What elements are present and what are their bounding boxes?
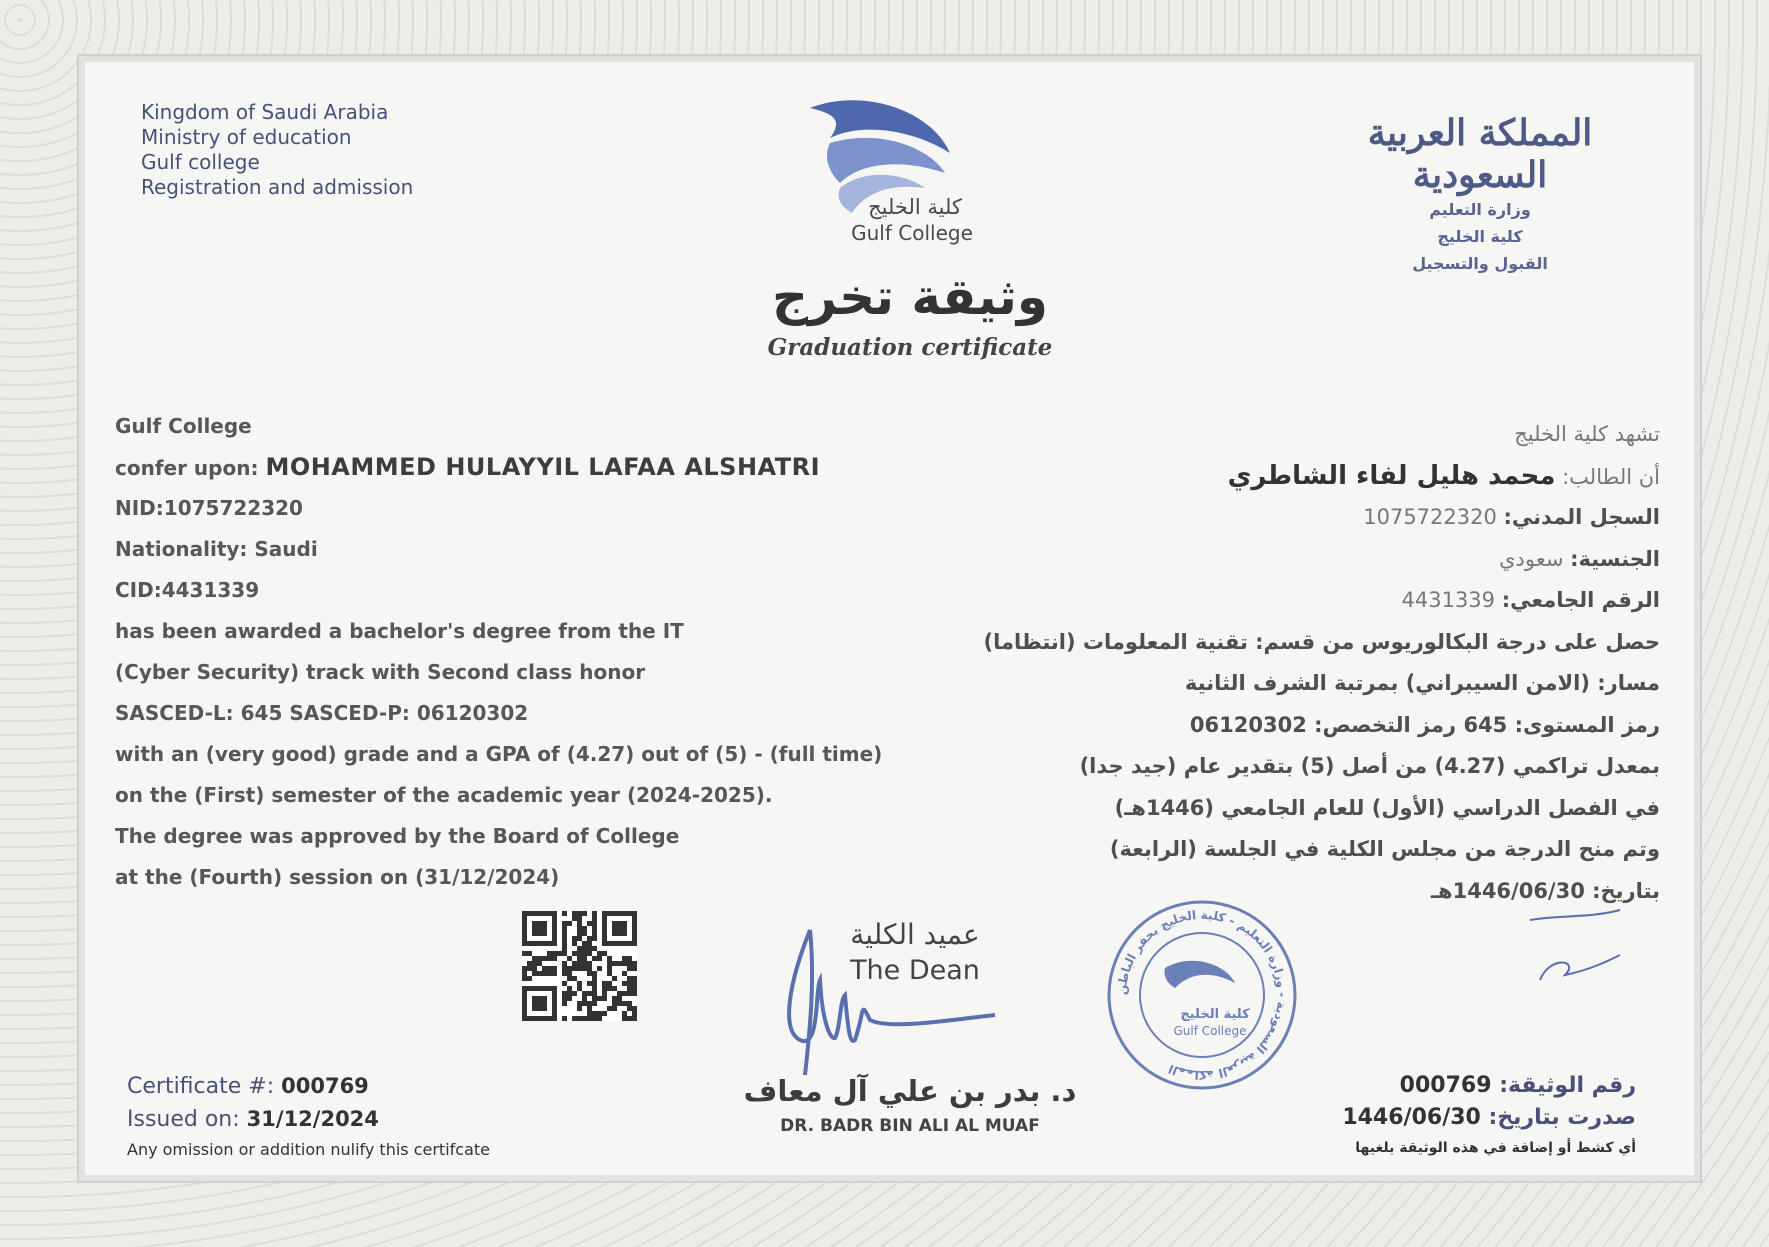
header-line: القبول والتسجيل <box>1412 254 1548 273</box>
nationality-row-ar <box>984 539 1660 581</box>
dean-signature <box>760 920 1010 1080</box>
svg-text:المملكة العربية السعودية - وزا: المملكة العربية السعودية - وزارة التعليم - كلية الخليج بحفر الباطن <box>1114 907 1290 1083</box>
nationality-label-ar: الجنسية: <box>1570 546 1660 571</box>
kingdom-calligraphy: المملكة العربية السعودية <box>1367 112 1593 196</box>
nationality: Nationality: Saudi <box>115 537 318 561</box>
certificate-number-label-ar: رقم الوثيقة: <box>1499 1073 1636 1098</box>
cid-ar: 4431339 <box>1401 588 1496 612</box>
college-seal <box>1105 898 1300 1093</box>
header-line: Ministry of education <box>141 125 352 149</box>
issued-label: Issued on: <box>127 1107 240 1132</box>
certificate-number-row <box>127 1070 490 1103</box>
student-row-ar <box>984 456 1660 498</box>
certificate-number: 000769 <box>281 1074 369 1098</box>
nid-ar: 1075722320 <box>1363 505 1497 529</box>
header-line: Registration and admission <box>141 175 414 199</box>
issued-label-ar: صدرت بتاريخ: <box>1488 1105 1636 1130</box>
nationality-ar: سعودي <box>1499 546 1564 571</box>
footer-arabic <box>1342 1070 1636 1156</box>
issued-row <box>127 1103 490 1136</box>
body-line: at the (Fourth) session on (31/12/2024) <box>115 865 560 889</box>
nid: NID:1075722320 <box>115 496 303 520</box>
student-label-ar: أن الطالب: <box>1562 464 1660 489</box>
body-line-ar: حصل على درجة البكالوريوس من قسم: تقنية المعلومات (انتظاما) <box>983 629 1660 654</box>
nid-label-ar: السجل المدني: <box>1503 505 1660 529</box>
body-line-ar: بمعدل تراكمي (4.27) من أصل (5) بتقدير عام (جيد جدا) <box>1079 754 1660 778</box>
body-line: The degree was approved by the Board of College <box>115 824 680 848</box>
arabic-body <box>984 414 1660 912</box>
college-logo <box>790 88 990 248</box>
student-name: MOHAMMED HULAYYIL LAFAA ALSHATRI <box>265 453 821 481</box>
confer-label: confer upon: <box>115 456 259 480</box>
body-line: has been awarded a bachelor's degree from the IT <box>115 619 684 643</box>
qr-code <box>522 911 637 1021</box>
body-line-ar: رمز المستوى: 645 رمز التخصص: 06120302 <box>1189 712 1660 737</box>
dean-name-en: DR. BADR BIN ALI AL MUAF <box>780 1116 1040 1136</box>
registrar-signature <box>1520 900 1640 990</box>
header-line: Gulf college <box>141 150 260 174</box>
issued-date: 31/12/2024 <box>246 1107 379 1131</box>
student-name-ar: محمد هليل لفاء الشاطري <box>1227 460 1556 491</box>
footer-english <box>127 1070 490 1159</box>
omission-note: Any omission or addition nulify this certifcate <box>127 1140 490 1159</box>
college-name: Gulf College <box>115 414 252 438</box>
dean-name-ar: د. بدر بن علي آل معاف <box>743 1074 1077 1108</box>
svg-text:كلية الخليج: كلية الخليج <box>1180 1007 1250 1022</box>
body-line-ar: مسار: (الامن السيبراني) بمرتبة الشرف الثانية <box>1184 671 1660 695</box>
header-line: كلية الخليج <box>1437 227 1523 246</box>
college-name-ar: تشهد كلية الخليج <box>1514 422 1660 446</box>
header-arabic <box>1330 112 1630 277</box>
issued-date-ar: 1446/06/30 <box>1342 1105 1481 1130</box>
omission-note-ar: أي كشط أو إضافة في هذه الوثيقة يلغيها <box>1355 1140 1636 1156</box>
title-english: Graduation certificate <box>767 334 1053 361</box>
header-line: وزارة التعليم <box>1429 200 1531 219</box>
cid-label-ar: الرقم الجامعي: <box>1501 588 1660 612</box>
svg-text:Gulf College: Gulf College <box>1173 1024 1247 1038</box>
body-line-ar: وتم منح الدرجة من مجلس الكلية في الجلسة (الرابعة) <box>1109 837 1660 861</box>
dean-title-ar: عميد الكلية <box>850 918 980 951</box>
cid-row-ar <box>984 580 1660 622</box>
body-line-ar: في الفصل الدراسي (الأول) للعام الجامعي (1446هـ) <box>1114 795 1660 820</box>
header-english <box>141 100 413 200</box>
body-line-ar: بتاريخ: 1446/06/30هـ <box>1430 878 1660 903</box>
title-arabic: وثيقة تخرج <box>772 268 1048 326</box>
certificate-number-row-ar <box>1342 1070 1636 1102</box>
body-line: (Cyber Security) track with Second class honor <box>115 660 646 684</box>
logo-arabic-text: كلية الخليج <box>868 195 962 219</box>
logo-english-text: Gulf College <box>851 221 973 245</box>
header-line: Kingdom of Saudi Arabia <box>141 100 389 124</box>
body-line: with an (very good) grade and a GPA of (4.27) out of (5) - (full time) <box>115 742 883 766</box>
body-line: on the (First) semester of the academic year (2024-2025). <box>115 783 773 807</box>
certificate-number-label: Certificate #: <box>127 1074 275 1099</box>
body-line: SASCED-L: 645 SASCED-P: 06120302 <box>115 701 529 725</box>
nid-row-ar <box>984 497 1660 539</box>
english-body <box>115 406 882 898</box>
confer-row <box>115 447 882 488</box>
issued-row-ar <box>1342 1102 1636 1134</box>
cid: CID:4431339 <box>115 578 260 602</box>
dean-title-en: The Dean <box>850 955 980 986</box>
certificate-number-ar: 000769 <box>1399 1073 1492 1098</box>
